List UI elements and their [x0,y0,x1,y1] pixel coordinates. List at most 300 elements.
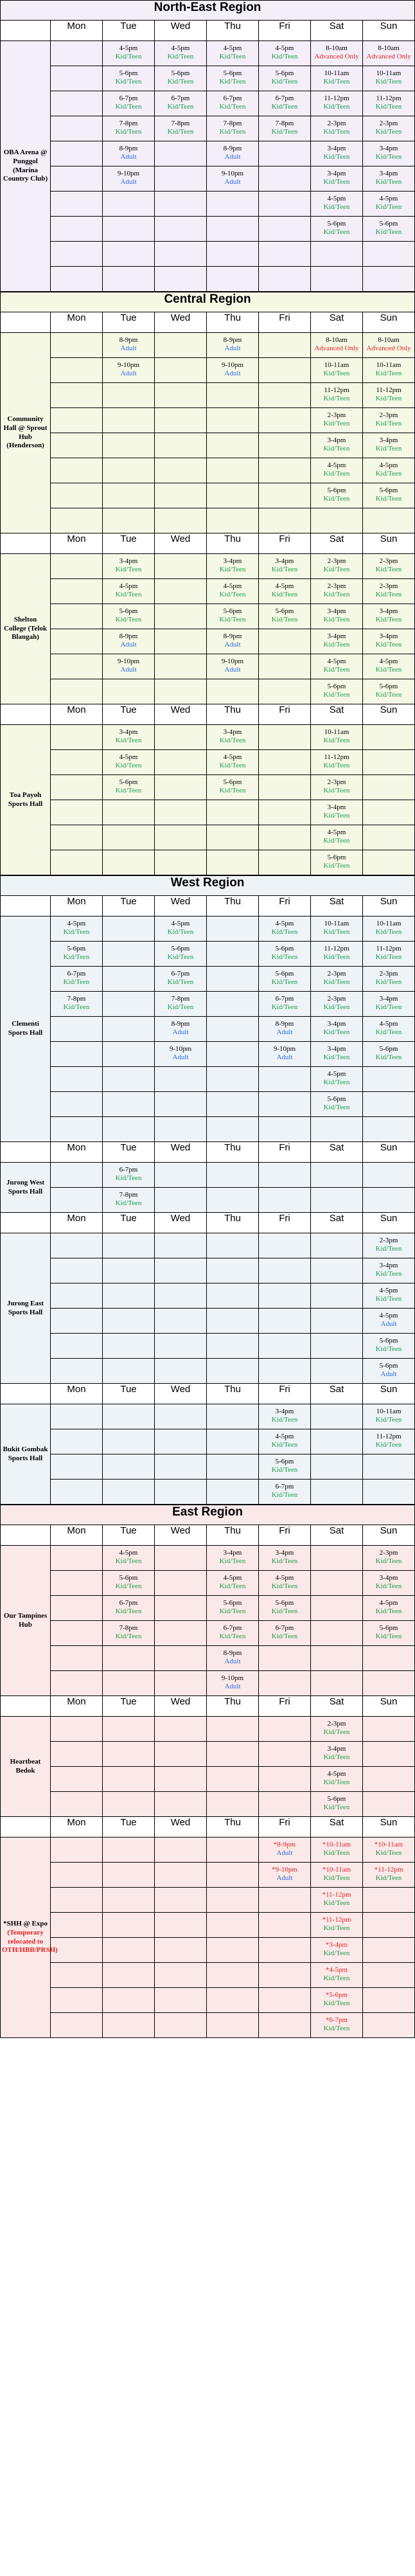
slot-cell [103,508,155,533]
venue-header-blank [1,533,51,554]
slot-category: Kid/Teen [271,103,298,111]
slot-cell [103,358,155,383]
slot-cell [51,800,103,825]
slot-cell [51,483,103,508]
slot-category: Adult [120,666,137,674]
slot-time: 5-6pm [119,69,138,77]
slot-cell [51,1596,103,1621]
slot-category: Kid/Teen [375,1245,402,1253]
slot-time: 9-10pm [117,361,140,369]
slot-cell [363,383,415,408]
slot-cell [207,1454,259,1480]
slot-category: Kid/Teen [375,1607,402,1615]
slot-cell [207,217,259,242]
slot-cell [207,1888,259,1913]
slot-cell [155,333,207,358]
day-header-sat: Sat [311,21,363,41]
venue-name [1,554,51,704]
slot-row [1,1233,415,1258]
day-header-sun: Sun [363,312,415,333]
slot-category: Adult [224,178,241,186]
venue-name [1,725,51,875]
slot-category: Adult [224,344,241,352]
day-header-wed: Wed [155,21,207,41]
day-header-sat: Sat [311,1213,363,1233]
slot-cell [259,358,311,383]
slot-category: Kid/Teen [375,495,402,503]
day-header-row [1,896,415,917]
slot-cell [363,1717,415,1742]
slot-cell [103,383,155,408]
slot-cell [259,1621,311,1646]
day-header-thu: Thu [207,1213,259,1233]
slot-cell [155,1309,207,1334]
slot-category: Kid/Teen [323,1078,350,1086]
slot-category: Kid/Teen [323,1849,350,1857]
slot-category: Kid/Teen [323,978,350,986]
slot-cell [363,1188,415,1213]
slot-cell [51,1888,103,1913]
slot-time: 5-6pm [379,1045,398,1053]
venue-label: Our Tampines Hub [3,1611,48,1629]
slot-category: Kid/Teen [271,978,298,986]
slot-time: 8-9pm [223,632,242,640]
slot-cell [103,1429,155,1454]
day-header-sun: Sun [363,1817,415,1838]
slot-category: Kid/Teen [323,666,350,674]
slot-cell [259,1092,311,1117]
slot-cell [207,800,259,825]
slot-cell [259,725,311,750]
slot-category: Kid/Teen [115,1607,142,1615]
slot-cell [155,508,207,533]
slot-cell [259,1258,311,1284]
slot-time: 7-8pm [275,120,294,127]
slot-cell [311,1334,363,1359]
slot-time: 4-5pm [379,461,398,469]
slot-category: Kid/Teen [323,787,350,794]
slot-row [1,141,415,166]
slot-category: Adult [276,1849,293,1857]
slot-category: Adult [224,641,241,648]
venue-label: Jurong East Sports Hall [7,1299,44,1316]
slot-time: 8-10am [378,44,400,52]
slot-cell [103,192,155,217]
slot-row [1,1646,415,1671]
slot-cell [311,267,363,292]
day-header-sun: Sun [363,1213,415,1233]
slot-category: Kid/Teen [115,1632,142,1640]
slot-cell [259,1188,311,1213]
slot-cell [103,1913,155,1938]
slot-time: 4-5pm [275,1574,294,1582]
slot-cell [363,825,415,850]
slot-row [1,917,415,942]
slot-cell [51,1792,103,1817]
region-title: East Region [1,1505,415,1525]
slot-category: Kid/Teen [115,1557,142,1565]
slot-cell [51,1284,103,1309]
slot-row [1,192,415,217]
slot-category: Kid/Teen [375,666,402,674]
slot-row [1,1480,415,1505]
slot-category: Kid/Teen [167,978,194,986]
slot-category: Kid/Teen [167,128,194,136]
slot-category: Kid/Teen [271,1466,298,1474]
slot-cell [207,942,259,967]
slot-cell [311,1792,363,1817]
slot-category: Kid/Teen [323,203,350,211]
slot-cell [207,1546,259,1571]
slot-category: Kid/Teen [375,103,402,111]
slot-cell [155,1546,207,1571]
slot-category: Kid/Teen [115,103,142,111]
slot-time: 3-4pm [275,1408,294,1415]
slot-category: Adult [224,370,241,377]
slot-cell [259,1767,311,1792]
slot-cell [155,1596,207,1621]
day-header-sun: Sun [363,21,415,41]
slot-time: 5-6pm [119,1574,138,1582]
slot-time: 5-6pm [379,1624,398,1632]
slot-cell [259,750,311,775]
slot-cell [155,1284,207,1309]
slot-cell [207,1963,259,1988]
slot-cell [259,483,311,508]
slot-cell [103,1188,155,1213]
slot-category: Kid/Teen [115,128,142,136]
slot-cell [207,604,259,629]
slot-time: 11-12pm [376,94,402,102]
slot-cell [207,408,259,433]
slot-cell [259,579,311,604]
region-table-west [0,875,415,1505]
slot-cell [51,1309,103,1334]
slot-row [1,1163,415,1188]
day-header-tue: Tue [103,704,155,725]
slot-cell [103,483,155,508]
slot-cell [51,1963,103,1988]
slot-time: 9-10pm [273,1045,296,1053]
slot-category: Kid/Teen [323,470,350,478]
day-header-wed: Wed [155,1213,207,1233]
slot-cell [103,554,155,579]
slot-category: Kid/Teen [323,1924,350,1932]
slot-cell [311,1309,363,1334]
slot-row [1,66,415,91]
slot-category: Kid/Teen [271,1003,298,1011]
slot-cell [155,775,207,800]
slot-time: 8-10am [378,336,400,344]
slot-row [1,1621,415,1646]
slot-cell [207,41,259,66]
slot-time: 6-7pm [223,94,242,102]
slot-cell [363,1017,415,1042]
slot-cell [155,750,207,775]
slot-cell [311,750,363,775]
slot-category: Kid/Teen [375,1632,402,1640]
slot-category: Adult [276,1053,293,1061]
slot-cell [155,1359,207,1384]
venue-label: Shelton College (Telok Blangah) [3,615,48,641]
slot-time: 2-3pm [327,995,346,1003]
day-header-sun: Sun [363,533,415,554]
slot-cell [207,1188,259,1213]
slot-cell [207,850,259,875]
slot-cell [207,579,259,604]
slot-time: 3-4pm [327,1020,346,1028]
slot-category: Kid/Teen [375,566,402,573]
slot-time: 4-5pm [119,582,138,590]
slot-category: Kid/Teen [323,1999,350,2007]
slot-time: 10-11am [376,1408,402,1415]
slot-category: Kid/Teen [323,228,350,236]
slot-cell [155,358,207,383]
venue-name [1,1546,51,1696]
slot-cell [155,1888,207,1913]
slot-row [1,1454,415,1480]
slot-time: 3-4pm [379,995,398,1003]
slot-cell [259,408,311,433]
slot-cell [207,1988,259,2013]
slot-cell [103,1863,155,1888]
slot-cell [259,967,311,992]
slot-cell [103,1309,155,1334]
slot-category: Kid/Teen [219,1607,246,1615]
day-header-wed: Wed [155,704,207,725]
slot-cell [103,1963,155,1988]
slot-time: 6-7pm [119,1166,138,1174]
venue-header-blank [1,312,51,333]
slot-cell [207,1792,259,1817]
slot-category: Kid/Teen [323,1053,350,1061]
slot-cell [51,1334,103,1359]
slot-cell [311,579,363,604]
slot-cell [51,1717,103,1742]
slot-time: 4-5pm [119,753,138,761]
slot-cell [51,750,103,775]
slot-cell [51,1938,103,1963]
slot-time: 4-5pm [379,1599,398,1607]
slot-cell [103,1938,155,1963]
slot-cell [363,1671,415,1696]
day-header-mon: Mon [51,704,103,725]
slot-time: 3-4pm [379,1262,398,1269]
slot-row [1,1571,415,1596]
slot-cell [259,1838,311,1863]
slot-cell [259,1988,311,2013]
day-header-fri: Fri [259,1142,311,1163]
slot-category: Kid/Teen [167,53,194,60]
slot-category: Kid/Teen [271,1416,298,1424]
slot-category: Kid/Teen [323,1104,350,1111]
day-header-fri: Fri [259,1817,311,1838]
slot-row [1,1017,415,1042]
slot-cell [311,1938,363,1963]
slot-category: Kid/Teen [115,1199,142,1207]
slot-cell [51,604,103,629]
slot-cell [103,1233,155,1258]
slot-cell [103,1671,155,1696]
slot-cell [103,1596,155,1621]
slot-cell [103,1334,155,1359]
slot-cell [51,917,103,942]
slot-cell [363,1067,415,1092]
slot-cell [51,267,103,292]
slot-cell [363,1404,415,1429]
slot-cell [155,41,207,66]
slot-cell [103,1042,155,1067]
slot-category: Kid/Teen [167,78,194,85]
slot-time: 4-5pm [171,44,190,52]
slot-cell [51,725,103,750]
day-header-thu: Thu [207,1384,259,1404]
slot-cell [363,1258,415,1284]
slot-time: *10-11am [322,1841,351,1848]
slot-cell [259,1480,311,1505]
slot-time: 2-3pm [379,557,398,565]
slot-cell [363,166,415,192]
slot-time: 6-7pm [275,995,294,1003]
slot-category: Kid/Teen [375,1441,402,1449]
slot-cell [155,1792,207,1817]
slot-cell [363,967,415,992]
slot-cell [103,1988,155,2013]
slot-cell [103,800,155,825]
slot-cell [103,1092,155,1117]
slot-cell [103,917,155,942]
slot-time: 9-10pm [221,361,244,369]
slot-category: Kid/Teen [323,495,350,503]
day-header-sat: Sat [311,896,363,917]
slot-cell [155,1621,207,1646]
slot-cell [259,91,311,116]
slot-category: Adult [224,1658,241,1665]
slot-cell [103,992,155,1017]
slot-cell [311,1067,363,1092]
slot-cell [311,1717,363,1742]
slot-cell [207,1067,259,1092]
slot-category: Kid/Teen [375,591,402,598]
slot-cell [51,579,103,604]
slot-time: 5-6pm [379,220,398,228]
slot-cell [51,1480,103,1505]
region-title: North-East Region [1,1,415,21]
slot-cell [363,2013,415,2038]
day-header-tue: Tue [103,1384,155,1404]
slot-cell [311,242,363,267]
slot-cell [311,1454,363,1480]
slot-cell [207,141,259,166]
region-title: Central Region [1,292,415,312]
slot-time: 5-6pm [327,487,346,494]
slot-time: 8-9pm [275,1020,294,1028]
slot-cell [259,192,311,217]
slot-cell [51,217,103,242]
slot-category: Kid/Teen [375,178,402,186]
slot-cell [311,1546,363,1571]
slot-time: 7-8pm [171,995,190,1003]
venue-label: Jurong West Sports Hall [6,1178,45,1195]
slot-cell [363,1913,415,1938]
venue-name [1,1717,51,1817]
slot-time: 5-6pm [223,1599,242,1607]
slot-time: 2-3pm [379,411,398,419]
slot-time: *5-6pm [325,1991,348,1999]
slot-cell [103,1480,155,1505]
slot-cell [259,116,311,141]
slot-cell [103,1117,155,1142]
slot-cell [259,242,311,267]
slot-category: Kid/Teen [271,1632,298,1640]
slot-cell [311,1042,363,1067]
slot-row [1,267,415,292]
slot-time: *9-10pm [272,1866,297,1874]
slot-cell [155,654,207,679]
slot-cell [363,1963,415,1988]
day-header-mon: Mon [51,21,103,41]
slot-cell [51,1621,103,1646]
slot-cell [51,458,103,483]
slot-cell [103,242,155,267]
slot-time: 3-4pm [327,632,346,640]
slot-category: Kid/Teen [323,1753,350,1761]
slot-cell [259,629,311,654]
slot-cell [103,1792,155,1817]
venue-name [1,1233,51,1384]
slot-cell [363,1233,415,1258]
slot-category: Kid/Teen [375,1295,402,1303]
slot-time: 4-5pm [275,582,294,590]
slot-cell [363,1284,415,1309]
day-header-sat: Sat [311,1696,363,1717]
slot-time: 3-4pm [379,145,398,152]
day-header-wed: Wed [155,1142,207,1163]
slot-category: Kid/Teen [323,370,350,377]
slot-time: *11-12pm [322,1916,351,1924]
slot-time: 4-5pm [223,44,242,52]
slot-time: 3-4pm [379,170,398,177]
slot-cell [103,41,155,66]
slot-time: 3-4pm [379,607,398,615]
day-header-wed: Wed [155,896,207,917]
slot-row [1,1334,415,1359]
slot-cell [207,433,259,458]
slot-cell [259,41,311,66]
slot-cell [311,992,363,1017]
day-header-mon: Mon [51,1142,103,1163]
slot-row [1,91,415,116]
slot-category: Kid/Teen [323,103,350,111]
slot-category: Kid/Teen [115,53,142,60]
day-header-fri: Fri [259,1384,311,1404]
slot-cell [311,1767,363,1792]
slot-cell [51,1454,103,1480]
slot-cell [363,433,415,458]
venue-label: Toa Payoh Sports Hall [8,791,43,808]
slot-cell [363,66,415,91]
slot-category: Kid/Teen [375,1557,402,1565]
slot-cell [103,91,155,116]
slot-category: Kid/Teen [271,1441,298,1449]
slot-cell [51,1117,103,1142]
slot-cell [207,725,259,750]
slot-row [1,775,415,800]
venue-header-blank [1,704,51,725]
slot-category: Kid/Teen [375,370,402,377]
slot-row [1,242,415,267]
slot-cell [103,433,155,458]
